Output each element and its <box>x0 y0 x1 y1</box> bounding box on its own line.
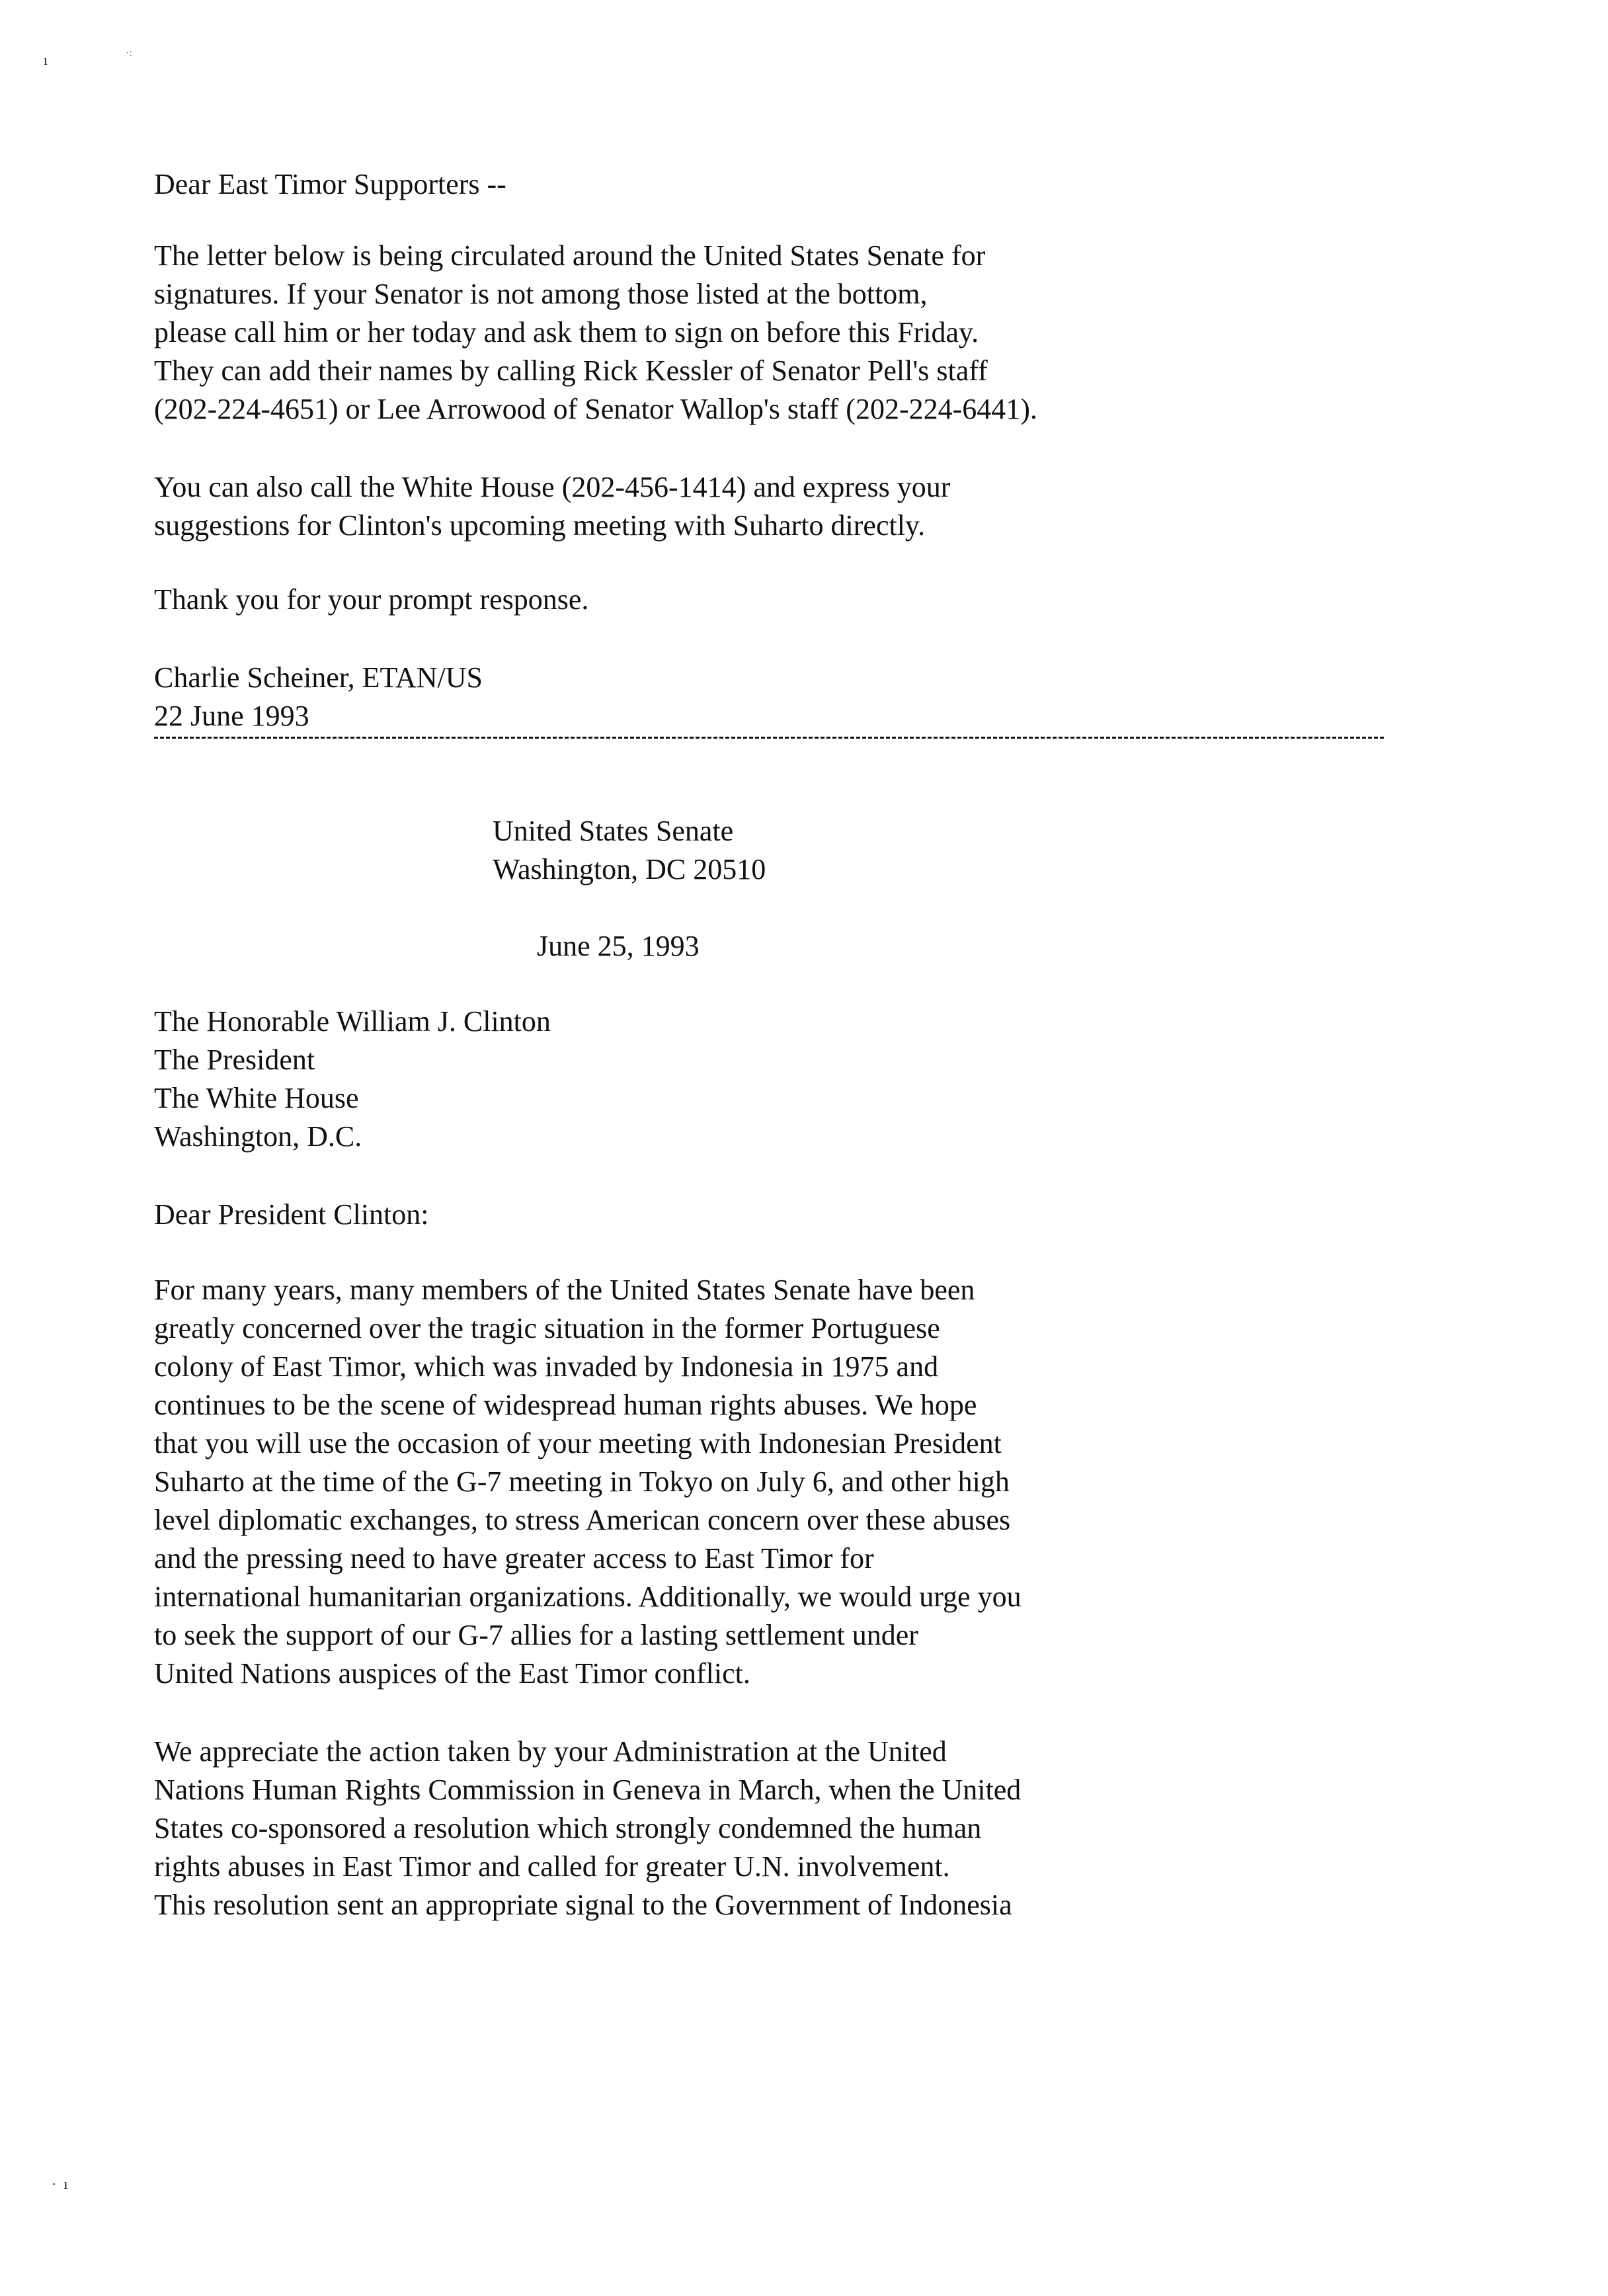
cover-salutation: Dear East Timor Supporters -- <box>154 168 506 200</box>
body-line: Suharto at the time of the G-7 meeting in Tokyo on July 6, and other high <box>154 1465 1010 1498</box>
body-line: United Nations auspices of the East Timor conflict. <box>154 1657 750 1690</box>
section-divider <box>154 737 1384 739</box>
cover-paragraph-1 <box>154 237 1037 429</box>
cover-paragraph-2-line: suggestions for Clinton's upcoming meeting with Suharto directly. <box>154 509 926 542</box>
recipient-line: The Honorable William J. Clinton <box>154 1005 551 1038</box>
recipient-line: Washington, D.C. <box>154 1120 362 1153</box>
cover-thanks: Thank you for your prompt response. <box>154 583 589 616</box>
letter-body-paragraph-2 <box>154 1733 1021 1924</box>
letter-sender-address <box>493 812 766 889</box>
letter-recipient <box>154 1003 551 1156</box>
body-line: States co-sponsored a resolution which strongly condemned the human <box>154 1812 982 1844</box>
body-line: rights abuses in East Timor and called for greater U.N. involvement. <box>154 1850 950 1883</box>
body-line: and the pressing need to have greater access to East Timor for <box>154 1542 874 1575</box>
cover-paragraph-2 <box>154 468 950 545</box>
cover-paragraph-1-line: please call him or her today and ask them to sign on before this Friday. <box>154 316 979 348</box>
body-line: international humanitarian organizations. Additionally, we would urge you <box>154 1580 1022 1613</box>
scan-mark-top: ·: <box>126 48 132 59</box>
recipient-line: The President <box>154 1044 315 1076</box>
cover-paragraph-1-line: They can add their names by calling Rick Kessler of Senator Pell's staff <box>154 354 988 387</box>
cover-paragraph-1-line: (202-224-4651) or Lee Arrowood of Senator Wallop's staff (202-224-6441). <box>154 393 1037 425</box>
body-line: Nations Human Rights Commission in Geneva in March, when the United <box>154 1774 1022 1806</box>
letter-date: June 25, 1993 <box>537 930 700 962</box>
body-line: This resolution sent an appropriate signal to the Government of Indonesia <box>154 1889 1012 1921</box>
body-line: continues to be the scene of widespread human rights abuses. We hope <box>154 1389 977 1421</box>
body-line: that you will use the occasion of your meeting with Indonesian President <box>154 1427 1002 1459</box>
letter-body-paragraph-1 <box>154 1271 1022 1693</box>
body-line: to seek the support of our G-7 allies for a lasting settlement under <box>154 1619 918 1651</box>
scan-mark-top-left: ı <box>44 52 48 68</box>
sender-line: Washington, DC 20510 <box>493 853 766 885</box>
body-line: colony of East Timor, which was invaded by Indonesia in 1975 and <box>154 1350 939 1383</box>
body-line: For many years, many members of the United States Senate have been <box>154 1274 975 1306</box>
scan-mark-bottom-left: · ı <box>52 2176 68 2192</box>
signature-date: 22 June 1993 <box>154 700 309 732</box>
cover-paragraph-1-line: signatures. If your Senator is not among those listed at the bottom, <box>154 278 928 310</box>
letter-salutation: Dear President Clinton: <box>154 1198 429 1231</box>
cover-paragraph-2-line: You can also call the White House (202-456-1414) and express your <box>154 471 951 503</box>
cover-paragraph-1-line: The letter below is being circulated around the United States Senate for <box>154 239 986 272</box>
cover-signature <box>154 659 483 735</box>
sender-line: United States Senate <box>493 815 734 847</box>
body-line: level diplomatic exchanges, to stress American concern over these abuses <box>154 1504 1011 1536</box>
recipient-line: The White House <box>154 1082 359 1114</box>
body-line: We appreciate the action taken by your Administration at the United <box>154 1735 947 1768</box>
body-line: greatly concerned over the tragic situation in the former Portuguese <box>154 1312 940 1344</box>
signature-name: Charlie Scheiner, ETAN/US <box>154 661 483 694</box>
